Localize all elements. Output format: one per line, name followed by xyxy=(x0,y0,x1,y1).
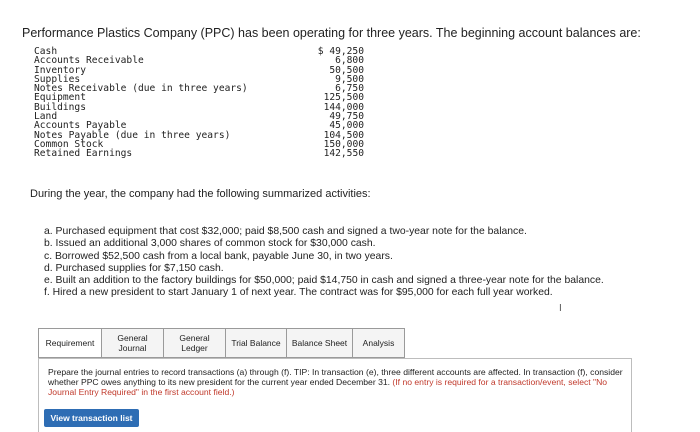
tab-requirement[interactable]: Requirement xyxy=(38,328,102,358)
tab-general-journal[interactable]: General Journal xyxy=(101,328,164,358)
balance-row xyxy=(34,149,364,158)
activity-item: d. Purchased supplies for $7,150 cash. xyxy=(44,262,224,274)
account-name: Accounts Receivable xyxy=(34,55,144,67)
account-name: Cash xyxy=(34,46,58,57)
balance-row xyxy=(34,103,364,112)
account-amount: 45,000 xyxy=(329,120,364,132)
account-name: Supplies xyxy=(34,73,81,85)
account-name: Land xyxy=(34,111,58,123)
activity-item: c. Borrowed $52,500 cash from a local bank, payable June 30, in two years. xyxy=(44,250,393,262)
activities-list xyxy=(44,226,604,300)
account-amount: 9,500 xyxy=(335,73,364,85)
instructions xyxy=(48,367,623,398)
activity-item: f. Hired a new president to start January 1 of next year. The contract was for $95,000 for each full year worked. xyxy=(44,287,553,299)
account-name: Notes Payable (due in three years) xyxy=(34,129,231,141)
view-transaction-list-button[interactable]: View transaction list xyxy=(44,409,139,427)
activity-item: b. Issued an additional 3,000 shares of common stock for $30,000 cash. xyxy=(44,238,376,250)
account-name: Common Stock xyxy=(34,138,104,150)
account-name: Retained Earnings xyxy=(34,148,133,160)
account-amount: 144,000 xyxy=(323,101,364,113)
account-amount: 125,500 xyxy=(323,92,364,104)
account-amount: 150,000 xyxy=(323,138,364,150)
account-amount: $ 49,250 xyxy=(317,46,364,57)
account-amount: 49,750 xyxy=(329,111,364,123)
account-name: Buildings xyxy=(34,101,86,113)
account-name: Inventory xyxy=(34,64,86,76)
tab-analysis[interactable]: Analysis xyxy=(352,328,405,358)
account-name: Accounts Payable xyxy=(34,120,127,132)
activity-item: a. Purchased equipment that cost $32,000; paid $8,500 cash and signed a two-year note for the balance. xyxy=(44,226,527,237)
tab-balance-sheet[interactable]: Balance Sheet xyxy=(286,328,353,358)
balance-row xyxy=(34,66,364,75)
account-amount: 104,500 xyxy=(323,129,364,141)
intro-text: Performance Plastics Company (PPC) has been operating for three years. The beginning account balances are: xyxy=(22,26,641,40)
activities-heading: During the year, the company had the following summarized activities: xyxy=(30,188,371,200)
text-cursor-icon: I xyxy=(559,303,562,314)
instructions-main: Prepare the journal entries to record transactions (a) through (f). TIP: In transaction (e), three different accounts are affected. In transaction (f), consider whether PPC owes anything to its new president for the current year ended December 31. xyxy=(48,367,623,388)
account-name: Equipment xyxy=(34,92,86,104)
account-balances xyxy=(34,47,364,159)
account-amount: 6,800 xyxy=(335,55,364,67)
account-name: Notes Receivable (due in three years) xyxy=(34,83,248,95)
instructions-note: (If no entry is required for a transaction/event, select "No Journal Entry Required" in the first account field.) xyxy=(48,377,608,398)
account-amount: 142,550 xyxy=(323,148,364,160)
tab-trial-balance[interactable]: Trial Balance xyxy=(225,328,287,358)
account-amount: 6,750 xyxy=(335,83,364,95)
activity-item: e. Built an addition to the factory buildings for $50,000; paid $14,750 in cash and signed a three-year note for the balance. xyxy=(44,275,604,287)
tab-general-ledger[interactable]: General Ledger xyxy=(163,328,226,358)
requirement-panel xyxy=(38,358,632,432)
tab-bar xyxy=(38,328,404,358)
account-amount: 50,500 xyxy=(329,64,364,76)
